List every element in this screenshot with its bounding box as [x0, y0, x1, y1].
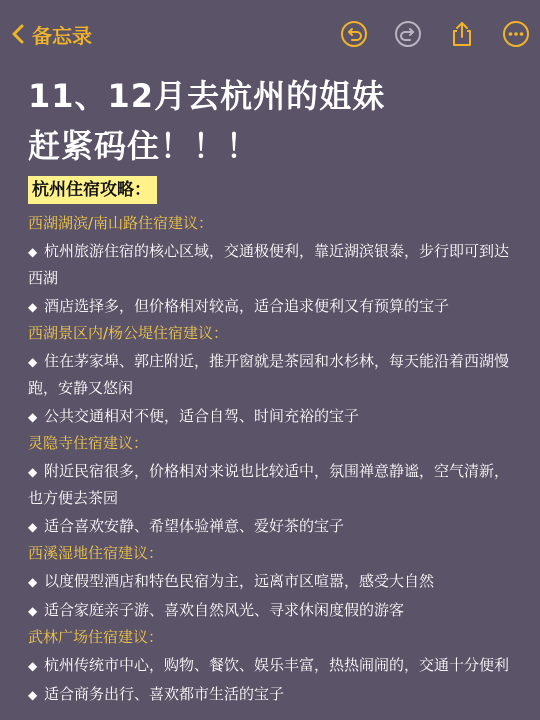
- diamond-bullet-icon: ◆: [28, 604, 38, 618]
- list-item: [28, 348, 518, 401]
- list-item-text: 公共交通相对不便，适合自驾、时间充裕的宝子: [44, 407, 360, 425]
- title-line-2: 赶紧码住！！！: [28, 127, 260, 165]
- list-item-text: 以度假型酒店和特色民宿为主，远离市区喧嚣，感受大自然: [44, 572, 435, 590]
- diamond-bullet-icon: ◆: [28, 300, 38, 314]
- section-title: 武林广场住宿建议：: [28, 628, 164, 646]
- diamond-bullet-icon: ◆: [28, 659, 38, 673]
- list-item: [28, 681, 518, 708]
- chevron-left-icon: [10, 23, 26, 45]
- share-icon[interactable]: [448, 20, 476, 48]
- list-item: [28, 403, 518, 430]
- back-button[interactable]: [10, 18, 92, 50]
- list-item-text: 杭州传统市中心，购物、餐饮、娱乐丰富，热热闹闹的，交通十分便利: [44, 656, 510, 674]
- section-title: 西湖湖滨/南山路住宿建议：: [28, 214, 214, 232]
- list-item-text: 酒店选择多，但价格相对较高，适合追求便利又有预算的宝子: [44, 297, 450, 315]
- list-item-text: 适合商务出行、喜欢都市生活的宝子: [44, 685, 285, 703]
- title-line-1: 11、12月去杭州的姐妹: [28, 77, 386, 115]
- back-label: 备忘录: [32, 23, 92, 48]
- diamond-bullet-icon: ◆: [28, 355, 38, 369]
- list-item: [28, 513, 518, 540]
- diamond-bullet-icon: ◆: [28, 410, 38, 424]
- diamond-bullet-icon: ◆: [28, 688, 38, 702]
- list-item: [28, 652, 518, 679]
- list-item: [28, 458, 518, 511]
- list-item: [28, 568, 518, 595]
- diamond-bullet-icon: ◆: [28, 520, 38, 534]
- section-title: 西湖景区内/杨公堤住宿建议：: [28, 324, 229, 342]
- section-title: 灵隐寺住宿建议：: [28, 434, 149, 452]
- highlighted-heading: 杭州住宿攻略：: [28, 176, 157, 204]
- list-item: [28, 238, 518, 291]
- navigation-bar: [0, 0, 540, 70]
- list-item-text: 住在茅家埠、郭庄附近，推开窗就是茶园和水杉林，每天能沿着西湖慢跑，安静又悠闲: [28, 352, 510, 397]
- list-item-text: 适合家庭亲子游、喜欢自然风光、寻求休闲度假的游客: [44, 601, 405, 619]
- list-item-text: 杭州旅游住宿的核心区域，交通极便利，靠近湖滨银泰，步行即可到达西湖: [28, 242, 510, 287]
- undo-icon[interactable]: [340, 20, 368, 48]
- list-item-text: 适合喜欢安静、希望体验禅意、爱好茶的宝子: [44, 517, 345, 535]
- section-title: 西溪湿地住宿建议：: [28, 544, 164, 562]
- note-title[interactable]: [28, 74, 518, 168]
- diamond-bullet-icon: ◆: [28, 245, 38, 259]
- diamond-bullet-icon: ◆: [28, 575, 38, 589]
- more-icon[interactable]: [502, 20, 530, 48]
- list-item: [28, 597, 518, 624]
- diamond-bullet-icon: ◆: [28, 465, 38, 479]
- list-item: [28, 293, 518, 320]
- list-item-text: 附近民宿很多，价格相对来说也比较适中，氛围禅意静谧，空气清新，也方便去茶园: [28, 462, 510, 507]
- note-body[interactable]: [28, 210, 518, 708]
- redo-icon[interactable]: [394, 20, 422, 48]
